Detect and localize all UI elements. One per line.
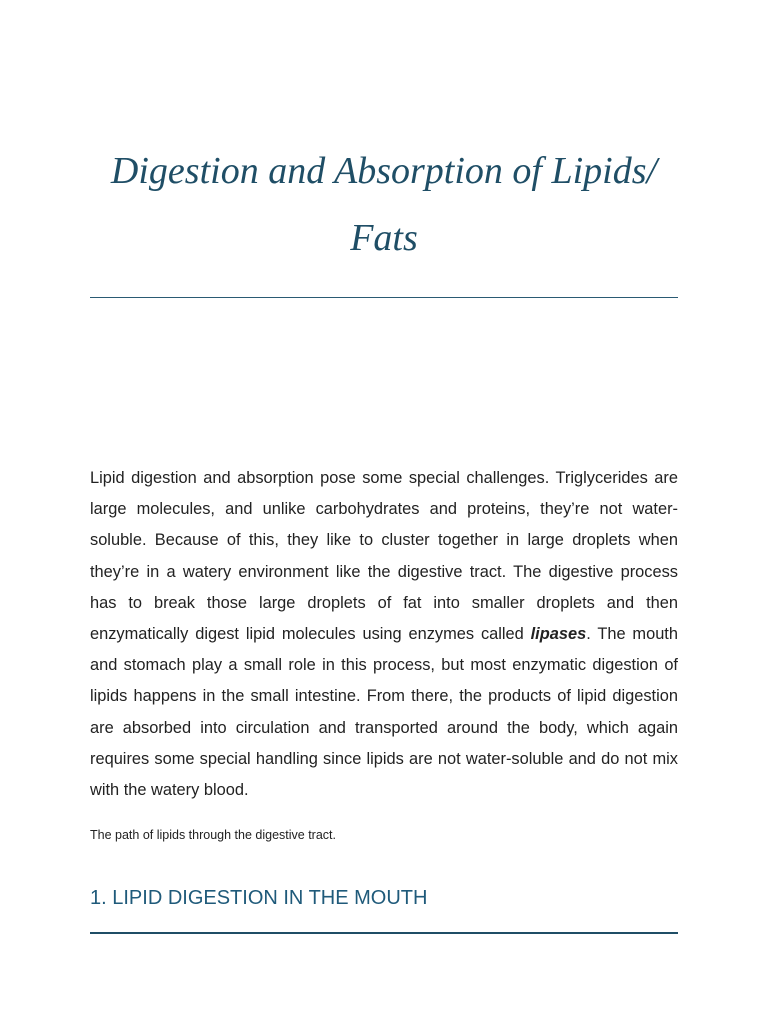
lipases-emphasis: lipases [530,625,587,644]
intro-paragraph [90,463,678,806]
title-line-2: Fats [350,217,418,259]
title-line-1: Digestion and Absorption of Lipids/ [110,150,658,192]
intro-paragraph-part-1: Lipid digestion and absorption pose some special challenges. Triglycerides are large molecules, and unlike carbohydrates and proteins, they’re not water-soluble. Because of this, they like to cluster together in large droplets when they’re in a watery environment like the digestive tract. The digestive process has to break those large droplets of fat into smaller droplets and then enzymatically digest lipid molecules using enzymes called [90,469,678,644]
title-divider [90,297,678,298]
figure-caption: The path of lipids through the digestive tract. [90,828,336,842]
section-heading: 1. LIPID DIGESTION IN THE MOUTH [90,887,428,909]
document-title [90,138,678,272]
intro-paragraph-part-2: . The mouth and stomach play a small role in this process, but most enzymatic digestion of lipids happens in the small intestine. From there, the products of lipid digestion are absorbed into circulation and transported around the body, which again requires some special handling since lipids are not water-soluble and do not mix with the watery blood. [90,625,678,800]
section-divider [90,932,678,934]
